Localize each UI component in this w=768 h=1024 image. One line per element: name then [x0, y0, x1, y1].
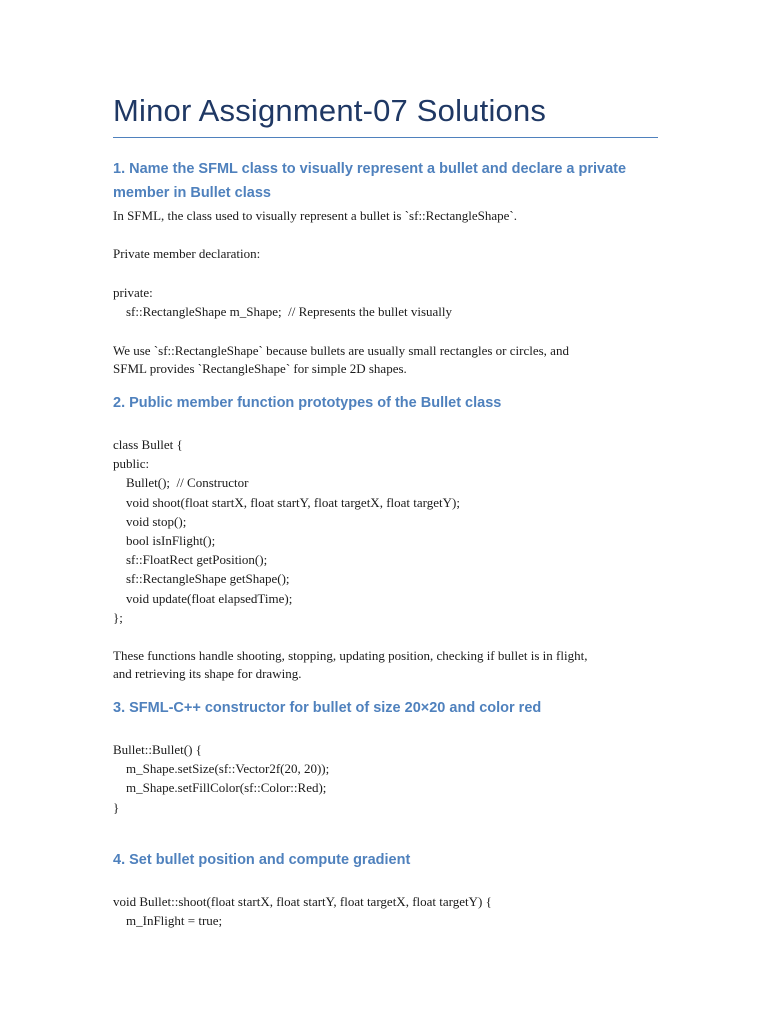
- code-line: sf::FloatRect getPosition();: [113, 552, 268, 568]
- code-line: void Bullet::shoot(float startX, float startY, float targetX, float targetY) {: [113, 894, 492, 909]
- q1-explanation-line1: We use `sf::RectangleShape` because bullets are usually small rectangles or circles, and: [113, 343, 569, 358]
- code-line: }: [113, 799, 120, 815]
- q2-code-block: [113, 435, 460, 627]
- q1-explanation-line2: SFML provides `RectangleShape` for simple 2D shapes.: [113, 361, 407, 376]
- code-line: void update(float elapsedTime);: [113, 590, 293, 606]
- code-line: void shoot(float startX, float startY, float targetX, float targetY);: [113, 494, 460, 510]
- code-line: m_Shape.setFillColor(sf::Color::Red);: [113, 780, 327, 796]
- code-line: bool isInFlight();: [113, 532, 216, 548]
- q1-heading-line1: 1. Name the SFML class to visually represent a bullet and declare a private: [113, 161, 627, 177]
- q1-decl-label: Private member declaration:: [113, 246, 261, 261]
- q1-heading-line2: member in Bullet class: [113, 185, 271, 201]
- q1-code-block: [113, 283, 452, 321]
- code-line: sf::RectangleShape getShape();: [113, 571, 290, 587]
- code-line: private:: [113, 285, 153, 300]
- code-line: void stop();: [113, 513, 187, 529]
- q2-explanation-line1: These functions handle shooting, stopping, updating position, checking if bullet is in flight,: [113, 648, 588, 663]
- q2-heading: 2. Public member function prototypes of the Bullet class: [113, 395, 502, 411]
- code-line: m_InFlight = true;: [113, 913, 223, 929]
- code-line: public:: [113, 456, 150, 472]
- title-underline: [113, 137, 658, 138]
- code-line: };: [113, 609, 123, 625]
- code-line: Bullet::Bullet() {: [113, 742, 202, 757]
- code-line: m_Shape.setSize(sf::Vector2f(20, 20));: [113, 761, 330, 777]
- q2-explanation-line2: and retrieving its shape for drawing.: [113, 666, 302, 681]
- code-line: class Bullet {: [113, 437, 183, 452]
- q3-code-block: [113, 740, 329, 817]
- q3-heading: 3. SFML-C++ constructor for bullet of size 20×20 and color red: [113, 700, 542, 716]
- q4-code-block: [113, 892, 492, 930]
- code-line: sf::RectangleShape m_Shape; // Represents the bullet visually: [113, 304, 453, 320]
- document-title: Minor Assignment-07 Solutions: [113, 93, 547, 128]
- q1-answer: In SFML, the class used to visually represent a bullet is `sf::RectangleShape`.: [113, 208, 517, 223]
- q4-heading: 4. Set bullet position and compute gradient: [113, 852, 411, 868]
- code-line: Bullet(); // Constructor: [113, 475, 249, 491]
